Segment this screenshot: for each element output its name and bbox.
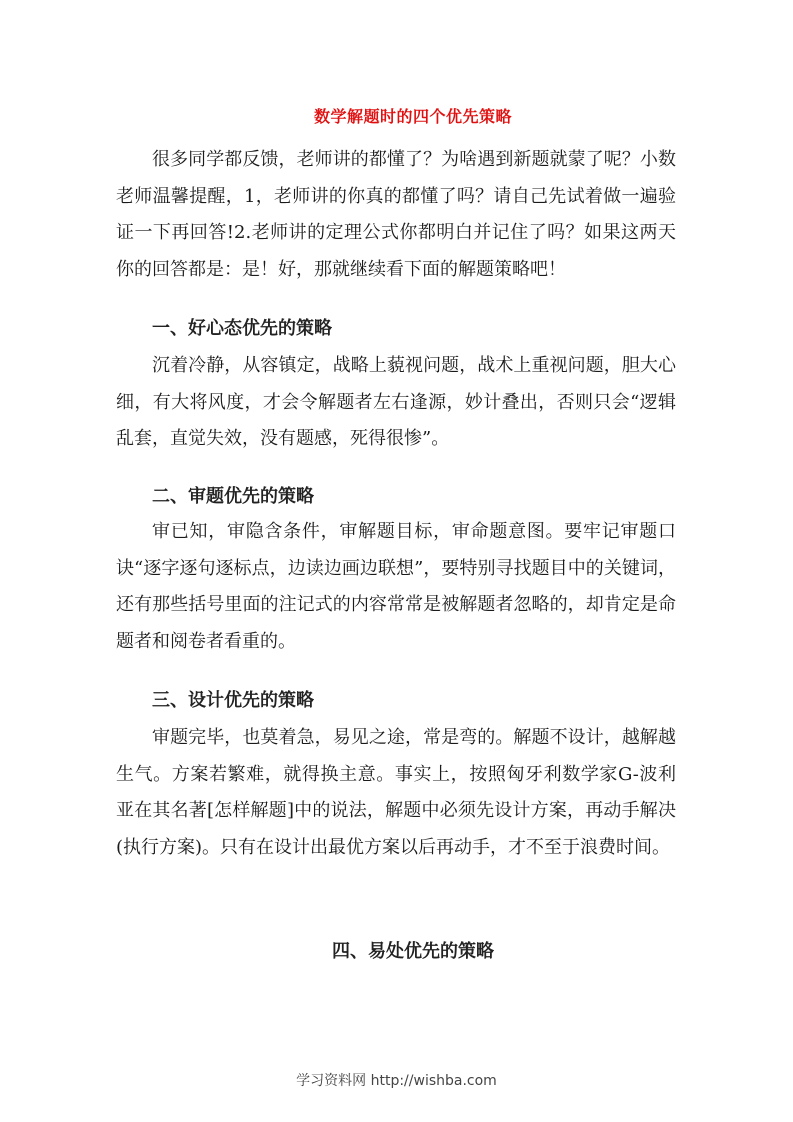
intro-paragraph: 很多同学都反馈，老师讲的都懂了？为啥遇到新题就蒙了呢？小数老师温馨提醒，1，老师讲的你真的都懂了吗？请自己先试着做一遍验证一下再回答!2.老师讲的定理公式你都明白并记住了吗？如果这两天你的回答都是：是！好，那就继续看下面的解题策略吧！	[116, 149, 676, 280]
section-body-2: 审已知，审隐含条件，审解题目标，审命题意图。要牢记审题口诀“逐字逐句逐标点，边读边画边联想”，要特别寻找题目中的关键词，还有那些括号里面的注记式的内容常常是被解题者忽略的，却肯定是命题者和阅卷者看重的。	[116, 521, 676, 652]
section-heading-1: 一、好心态优先的策略	[152, 318, 332, 339]
section-heading-4: 四、易处优先的策略	[332, 941, 494, 962]
document-title: 数学解题时的四个优先策略	[313, 107, 512, 126]
page-footer: 学习资料网 http://wishba.com	[296, 1073, 497, 1089]
section-body-1: 沉着冷静，从容镇定，战略上藐视问题，战术上重视问题，胆大心细，有大将风度，才会令解题者左右逢源，妙计叠出，否则只会“逻辑乱套，直觉失效，没有题感，死得很惨”。	[116, 355, 676, 450]
section-body-3: 审题完毕，也莫着急，易见之途，常是弯的。解题不设计，越解越生气。方案若繁难，就得换主意。事实上，按照匈牙利数学家G-波利亚在其名著[怎样解题]中的说法，解题中必须先设计方案，再动手解决(执行方案)。只有在设计出最优方案以后再动手，才不至于浪费时间。	[116, 727, 676, 858]
section-heading-2: 二、审题优先的策略	[152, 486, 314, 507]
section-heading-3: 三、设计优先的策略	[152, 690, 314, 711]
